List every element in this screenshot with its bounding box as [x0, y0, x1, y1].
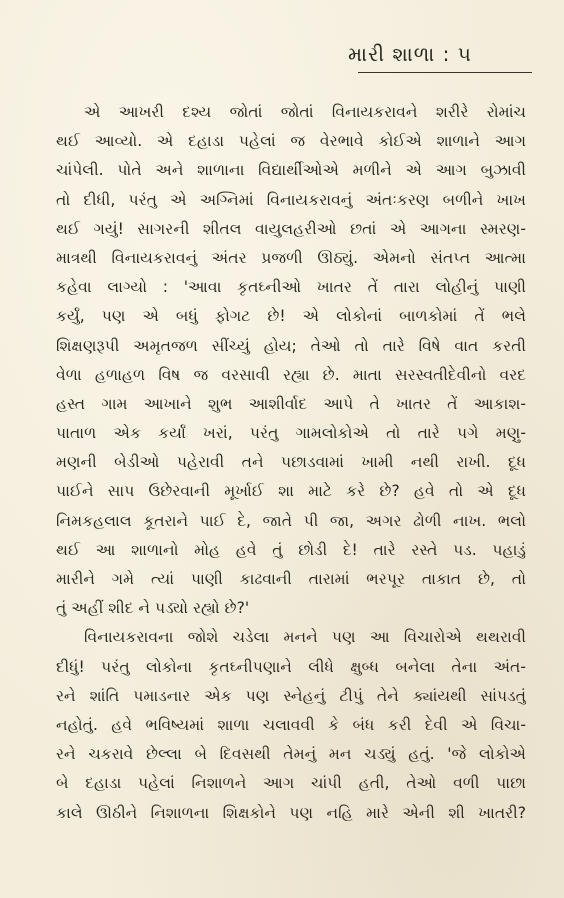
paragraph-line: થઈ આવ્યો. એ દહાડા પહેલાં જ વેરભાવે કોઈએ શાળાને આગ	[56, 132, 526, 151]
paragraph-line: રને ચકરાવે છેલ્લા બે દિવસથી તેમનું મન ચડ્યું હતું. 'જે લોકોએ	[56, 745, 526, 764]
paragraph-line: વેળા હળાહળ વિષ જ વરસાવી રહ્યા છે. માતા સરસ્વતીદેવીનો વરદ	[56, 365, 526, 384]
paragraph-line: માત્રથી વિનાયકરાવનું અંતર પ્રજળી ઊઠ્યું. એમનો સંતપ્ત આત્મા	[56, 248, 526, 267]
paragraph-line: નિમકહલાલ કૂતરાને પાઈ દે, જાતે પી જા, અગર ઢોળી નાખ. ભલો	[56, 511, 526, 530]
page-body	[56, 98, 526, 828]
paragraph-line: કહેવા લાગ્યો : 'આવા કૃતઘ્નીઓ ખાતર તેં તારા લોહીનું પાણી	[56, 278, 526, 297]
paragraph-line: બે દહાડા પહેલાં નિશાળને આગ ચાંપી હતી, તેઓ વળી પાછા	[56, 774, 526, 793]
paragraph-line: પાઈને સાપ ઉછેરવાની મૂર્ખાઈ શા માટે કરે છે? હવે તો એ દૂધ	[56, 482, 526, 501]
running-header-title: મારી શાળા : ૫	[348, 42, 472, 66]
paragraph-line: મણની બેડીઓ પહેરાવી તને પછાડવામાં ખામી નથી રાખી. દૂધ	[56, 453, 526, 472]
paragraph-line: તો દીધી, પરંતુ એ અગ્નિમાં વિનાયકરાવનું અંતઃકરણ બળીને ખાખ	[56, 190, 526, 209]
paragraph-line: પાતાળ એક કર્યાં ખરાં, પરંતુ ગામલોકોએ તો તારે પગે મણુ-	[56, 424, 526, 443]
paragraph-line: ચાંપેલી. પોતે અને શાળાના વિદ્યાર્થીઓએ મળીને એ આગ બુઝાવી	[56, 161, 526, 180]
paragraph-line: શિક્ષણરૂપી અમૃતજળ સીંચ્યું હોય; તેઓ તો તારે વિષે વાત કરતી	[56, 336, 526, 355]
paragraph-line: નહોતું. હવે ભવિષ્યમાં શાળા ચલાવવી કે બંધ કરી દેવી એ વિચા-	[56, 715, 526, 734]
header-rule	[358, 72, 532, 73]
paragraph-line: તું અહીં શીદ ને પડ્યો રહ્યો છે?'	[56, 599, 250, 618]
paragraph-line: કર્યું, પણ એ બધું ફોગટ છે! એ લોકોનાં બાળકોમાં તેં ભલે	[56, 307, 526, 326]
paragraph-line: એ આખરી દશ્ય જોતાં જોતાં વિનાયકરાવને શરીરે રોમાંચ	[84, 103, 526, 121]
paragraph-line: થઈ ગયું! સાગરની શીતલ વાયુલહરીઓ છતાં એ આગના સ્મરણ-	[56, 219, 526, 238]
paragraph-line: થઈ આ શાળાનો મોહ હવે તું છોડી દે! તારે રસ્તે પડ. પહાડું	[56, 540, 526, 559]
paragraph-line: રને શાંતિ પમાડનાર એક પણ સ્નેહનું ટીપું તેને ક્યાંયથી સાંપડતું	[56, 686, 526, 705]
paragraph-line: મારીને ગમે ત્યાં પાણી કાઢવાની તારામાં ભરપૂર તાકાત છે, તો	[56, 570, 526, 588]
paragraph-line: કાલે ઊઠીને નિશાળના શિક્ષકોને પણ નહિ મારે એની શી ખાતરી?	[56, 803, 526, 822]
paragraph-line: હસ્ત ગામ આખાને શુભ આશીર્વાદ આપે તે ખાતર તેં આકાશ-	[56, 394, 526, 413]
paragraph-line: વિનાયકરાવના જોશે ચડેલા મનને પણ આ વિચારોએ થથરાવી	[84, 628, 526, 647]
running-header	[348, 38, 528, 72]
paragraph-line: દીધું! પરંતુ લોકોના કૃતઘ્નીપણાને લીધે ક્ષુબ્ધ બનેલા તેના અંત-	[56, 657, 526, 676]
